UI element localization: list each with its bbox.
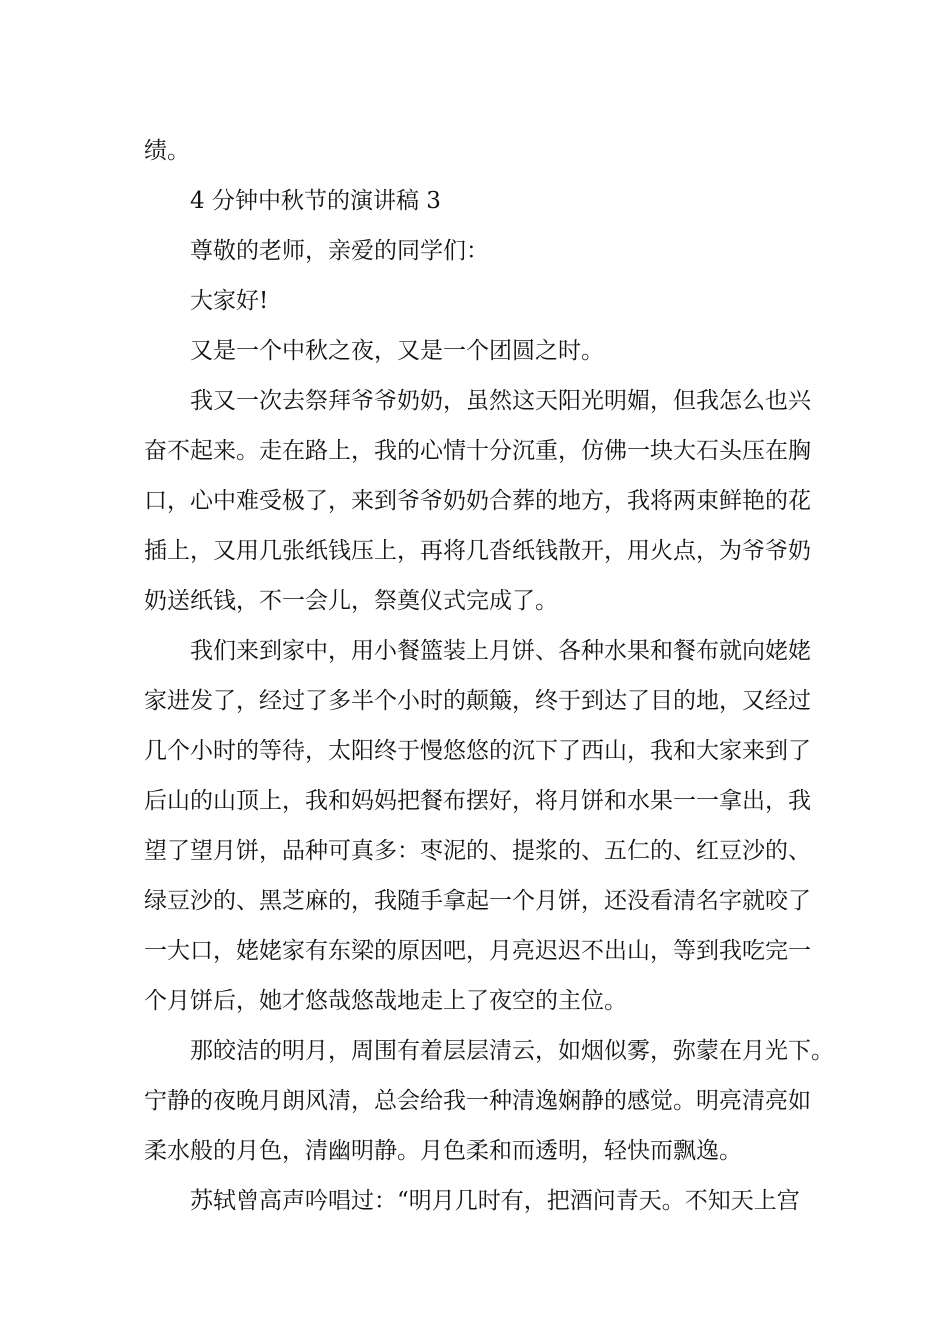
text-line: 苏轼曾高声吟唱过：“明月几时有，把酒问青天。不知天上宫 <box>190 1188 800 1214</box>
text-line: 柔水般的月色，清幽明静。月色柔和而透明，轻快而飘逸。 <box>144 1138 742 1164</box>
text-line: 我们来到家中，用小餐篮装上月饼、各种水果和餐布就向姥姥 <box>190 638 811 664</box>
text-line: 家进发了，经过了多半个小时的颠簸，终于到达了目的地，又经过 <box>144 688 811 714</box>
text-line: 个月饼后，她才悠哉悠哉地走上了夜空的主位。 <box>144 988 627 1014</box>
text-line: 一大口，姥姥家有东梁的原因吧，月亮迟迟不出山，等到我吃完一 <box>144 938 811 964</box>
text-line: 又是一个中秋之夜，又是一个团圆之时。 <box>190 338 604 364</box>
text-line: 望了望月饼，品种可真多：枣泥的、提浆的、五仁的、红豆沙的、 <box>144 838 811 864</box>
text-line: 插上，又用几张纸钱压上，再将几沓纸钱散开，用火点，为爷爷奶 <box>144 538 811 564</box>
text-line: 口，心中难受极了，来到爷爷奶奶合葬的地方，我将两束鲜艳的花 <box>144 488 811 514</box>
text-line: 绿豆沙的、黑芝麻的，我随手拿起一个月饼，还没看清名字就咬了 <box>144 888 811 914</box>
text-line: 几个小时的等待，太阳终于慢悠悠的沉下了西山，我和大家来到了 <box>144 738 811 764</box>
text-line: 那皎洁的明月，周围有着层层清云，如烟似雾，弥蒙在月光下。 <box>190 1038 834 1064</box>
section-title: 4 分钟中秋节的演讲稿 3 <box>190 188 441 214</box>
text-line: 绩。 <box>144 138 190 164</box>
salutation: 尊敬的老师，亲爱的同学们： <box>190 238 489 264</box>
text-line: 宁静的夜晚月朗风清，总会给我一种清逸娴静的感觉。明亮清亮如 <box>144 1088 811 1114</box>
text-line: 我又一次去祭拜爷爷奶奶，虽然这天阳光明媚，但我怎么也兴 <box>190 388 811 414</box>
text-line: 奋不起来。走在路上，我的心情十分沉重，仿佛一块大石头压在胸 <box>144 438 811 464</box>
greeting: 大家好! <box>190 288 269 314</box>
text-line: 奶送纸钱，不一会儿，祭奠仪式完成了。 <box>144 588 558 614</box>
text-line: 后山的山顶上，我和妈妈把餐布摆好，将月饼和水果一一拿出，我 <box>144 788 811 814</box>
